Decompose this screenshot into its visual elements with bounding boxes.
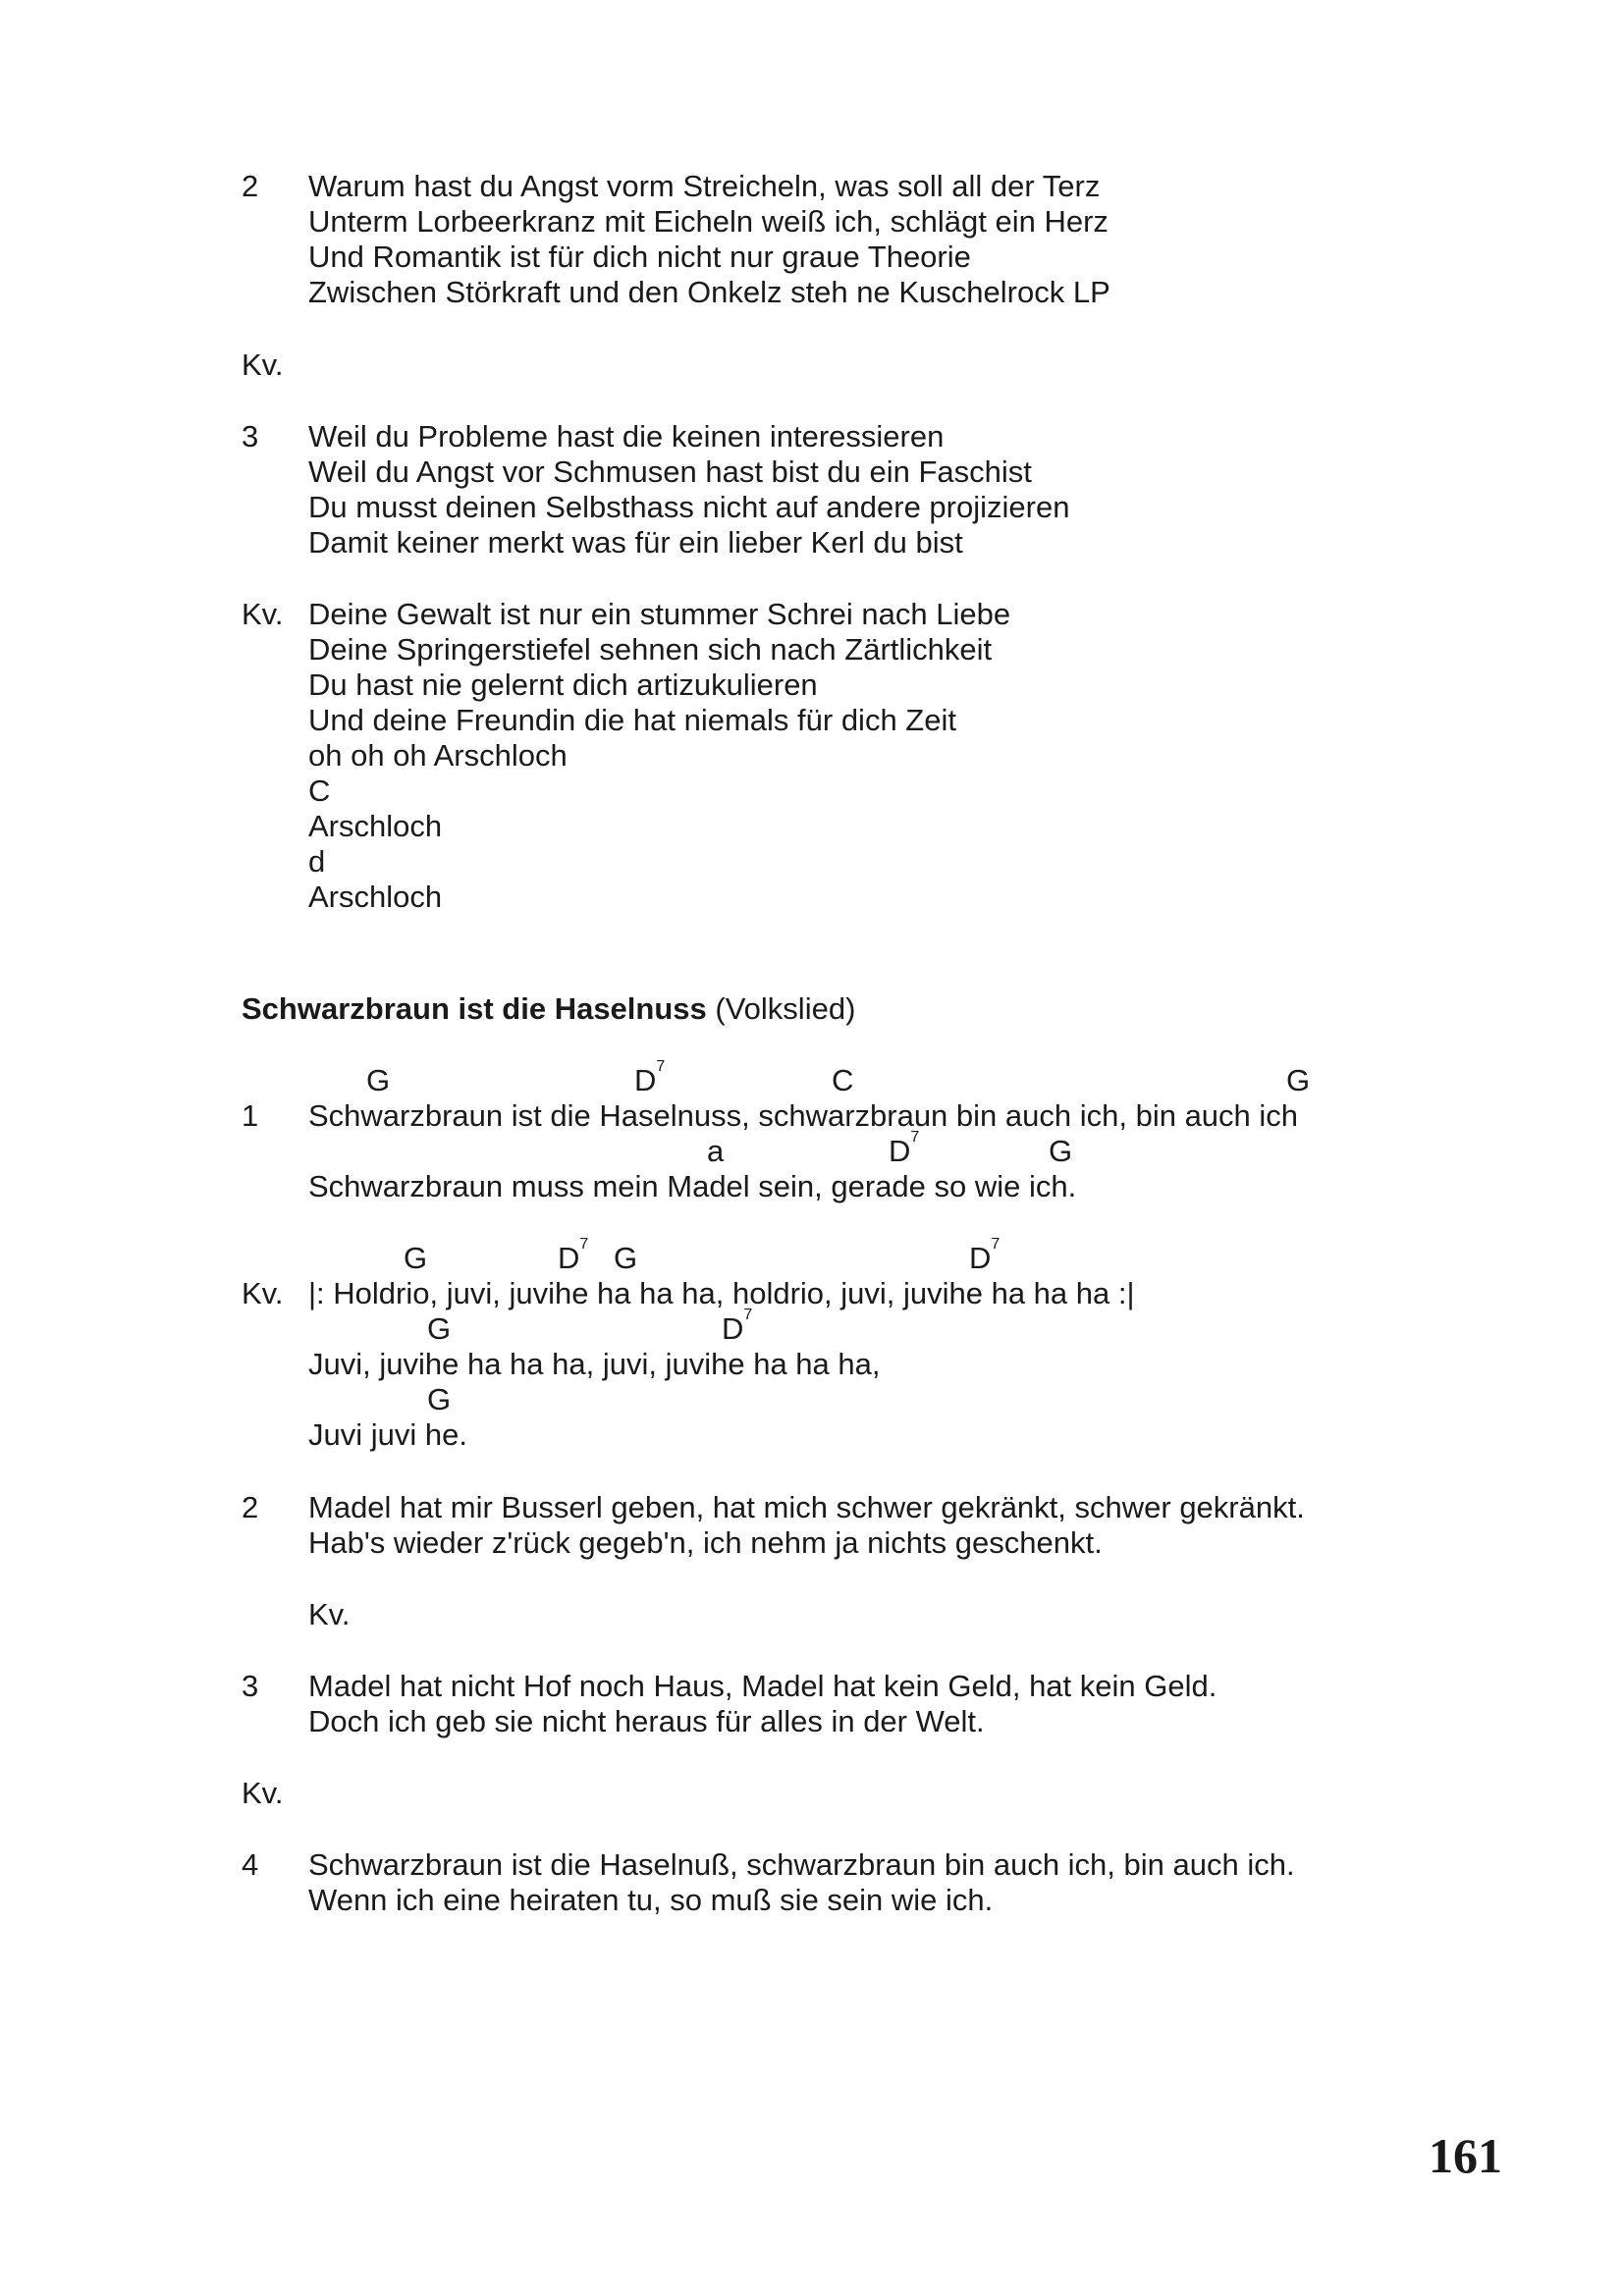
- lyric-line: Deine Springerstiefel sehnen sich nach Zärtlichkeit: [308, 632, 993, 667]
- chord: $D^7$: [558, 1236, 589, 1275]
- lyric-line: Damit keiner merkt was für ein lieber Kerl du bist: [308, 525, 963, 560]
- verse-number: 2: [242, 1490, 259, 1524]
- song-title: Schwarzbraun ist die Haselnuss: [242, 991, 707, 1026]
- chord-seventh: 7: [910, 1129, 920, 1146]
- chord-line: C: [308, 774, 331, 808]
- verse-number: 3: [242, 419, 259, 454]
- verse-number: 1: [242, 1098, 259, 1133]
- lyric-line: Juvi juvi he.: [308, 1417, 467, 1452]
- chorus-reference: Kv.: [308, 1597, 351, 1631]
- chord: G: [427, 1311, 452, 1346]
- lyric-line: Und Romantik ist für dich nicht nur graue Theorie: [308, 240, 971, 274]
- chord: G: [1286, 1063, 1311, 1097]
- lyric-line: |: Holdrio, juvi, juvihe ha ha ha, holdrio, juvi, juvihe ha ha ha :|: [308, 1276, 1135, 1310]
- lyric-line: Arschloch: [308, 880, 443, 914]
- lyric-line: Warum hast du Angst vorm Streicheln, was soll all der Terz: [308, 169, 1101, 203]
- lyric-line: Du hast nie gelernt dich artizukulieren: [308, 667, 818, 702]
- verse-number: 3: [242, 1669, 259, 1703]
- chord-seventh: 7: [991, 1236, 1001, 1253]
- chord: G: [366, 1063, 391, 1097]
- chorus-label: Kv.: [242, 597, 284, 631]
- lyric-line: Juvi, juvihe ha ha ha, juvi, juvihe ha ha ha,: [308, 1347, 881, 1381]
- lyric-line: Weil du Angst vor Schmusen hast bist du ein Faschist: [308, 454, 1032, 489]
- lyric-line: Und deine Freundin die hat niemals für dich Zeit: [308, 703, 956, 737]
- chord-seventh: 7: [743, 1307, 753, 1323]
- chord: G: [404, 1241, 428, 1275]
- lyric-line: Doch ich geb sie nicht heraus für alles in der Welt.: [308, 1704, 985, 1738]
- chord-seventh: 7: [579, 1236, 589, 1253]
- chord: G: [614, 1241, 638, 1275]
- chord-seventh: 7: [656, 1058, 666, 1075]
- lyric-line: Arschloch: [308, 809, 443, 843]
- chord: a: [707, 1134, 725, 1168]
- lyric-line: Deine Gewalt ist nur ein stummer Schrei nach Liebe: [308, 597, 1011, 631]
- lyric-line: Schwarzbraun ist die Haselnuss, schwarzbraun bin auch ich, bin auch ich: [308, 1098, 1299, 1133]
- chorus-label: Kv.: [242, 1276, 284, 1310]
- lyric-line: Wenn ich eine heiraten tu, so muß sie sein wie ich.: [308, 1883, 994, 1917]
- song-title-line: [242, 991, 855, 1027]
- lyric-line: Zwischen Störkraft und den Onkelz steh ne Kuschelrock LP: [308, 275, 1110, 309]
- lyric-line: oh oh oh Arschloch: [308, 738, 568, 773]
- chord: $D^7$: [889, 1129, 920, 1168]
- verse-number: 4: [242, 1847, 259, 1882]
- chord: G: [1049, 1134, 1073, 1168]
- verse-number: 2: [242, 169, 259, 203]
- lyric-line: Hab's wieder z'rück gegeb'n, ich nehm ja nichts geschenkt.: [308, 1525, 1103, 1560]
- chord: $D^7$: [722, 1307, 753, 1346]
- page-number: 161: [1429, 2128, 1502, 2183]
- lyric-line: Schwarzbraun ist die Haselnuß, schwarzbraun bin auch ich, bin auch ich.: [308, 1847, 1295, 1882]
- lyric-line: Schwarzbraun muss mein Madel sein, gerade so wie ich.: [308, 1169, 1077, 1203]
- chorus-reference: Kv.: [242, 1776, 284, 1810]
- lyric-line: Weil du Probleme hast die keinen interessieren: [308, 419, 945, 454]
- lyric-line: Unterm Lorbeerkranz mit Eicheln weiß ich, schlägt ein Herz: [308, 204, 1109, 239]
- chord: C: [832, 1063, 854, 1097]
- song-subtitle: (Volkslied): [715, 991, 856, 1026]
- chord-line: d: [308, 844, 326, 879]
- lyric-line: Du musst deinen Selbsthass nicht auf andere projizieren: [308, 490, 1070, 524]
- chord: G: [427, 1382, 452, 1416]
- chord: $D^7$: [634, 1058, 666, 1097]
- lyric-line: Madel hat nicht Hof noch Haus, Madel hat kein Geld, hat kein Geld.: [308, 1669, 1217, 1703]
- chord: $D^7$: [969, 1236, 1001, 1275]
- chorus-reference: Kv.: [242, 347, 284, 382]
- lyric-line: Madel hat mir Busserl geben, hat mich schwer gekränkt, schwer gekränkt.: [308, 1490, 1305, 1524]
